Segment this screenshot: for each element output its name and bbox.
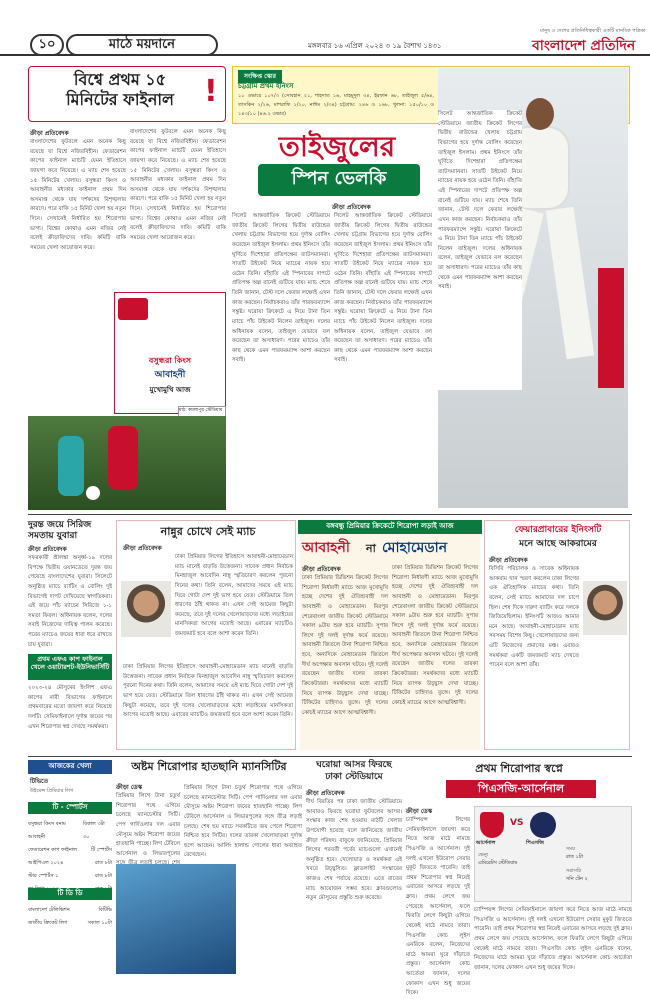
schedule-event: স্টার স্পোর্টস ১: [28, 873, 59, 879]
headline: অষ্টম শিরোপার হাতছানি ম্যানসিটির: [131, 760, 287, 773]
schedule-time: বিকাল ৩টা ৩০: [82, 821, 105, 840]
schedule-event: বসুন্ধরা কিংস বনাম আবাহনী: [28, 821, 66, 840]
article-body-col2: চ্যাম্পিয়ন্স লিগের সেমিফাইনালে জায়গা করে নিতে আজ মাঠে নামছে পিএসজি ও আর্সেনাল। দুই দলই এখনো ইউরোপ সেরার মুকুট জিততে পারেনি। তাই প্রথম শিরোপার স্বপ্ন নিয়েই এবারের আসরে লড়ছে দুই ক্লাব। প্রথম লেগে জয় পেয়েছে আর্সেনাল, ফলে ফিরতি লেগে কিছুটা এগিয়ে থেকেই মাঠে নামবে তারা। পিএসজি কোচ লুইস এনরিকে বলেন, নিজেদের মাঠে আমরা ঘুরে দাঁড়াতে প্রস্তুত। আর্সেনাল কোচ আর্তেতা জানান, দলের ফোকাস এখন শুধু জয়ের দিকে।: [474, 907, 632, 971]
headline: নান্নুর চোখে সেই ম্যাচ: [160, 525, 256, 538]
football-icon: [86, 486, 100, 500]
schedule-event: ফেডারেশন কাপ ফাইনাল: [28, 847, 77, 853]
bashundhara-logo: [118, 298, 148, 320]
article-body-cont: ঢাকা প্রিমিয়ার লিগের ইতিহাসে আবাহনী-মোহামেডান ম্যাচ মানেই বাড়তি উত্তেজনা। সাবেক প্রধান নির্বাচক মিনহাজুল আবেদিন নান্নু স্মৃতিচারণ করলেন পুরনো দিনের কথা। তিনি বলেন, আমাদের সময়ে এই ম্যাচ ঘিরে গোটা দেশ দুই ভাগ হয়ে যেত। স্টেডিয়ামে তিল ধারণের ঠাঁই থাকত না। এখন সেই আমেজ কিছুটা কমেছে, তবে দুই দলের খেলোয়াড়দের মধ্যে লড়াইয়ের মানসিকতা আগের মতোই আছে। এবারের ম্যাচটিও জমজমাট হবে বলে আশা করেন তিনি।: [123, 664, 293, 719]
headline-line2: পিএসজি-আর্সেনাল: [477, 782, 565, 795]
article-body: দীর্ঘ বিরতির পর ঢাকা জাতীয় স্টেডিয়ামে আবারও ফিরছে ঘরোয়া ফুটবলের আসর। সংস্কার কাজ শেষ হওয়ায় মাঠটি খেলার উপযোগী হয়েছে বলে জানিয়েছে জাতীয় ক্রীড়া পরিষদ। বাফুফে জানিয়েছে, প্রিমিয়ার লিগের পরবর্তী পর্বের ম্যাচগুলো এখানেই অনুষ্ঠিত হবে। খেলোয়াড় ও সমর্থকরা এই খবরে উচ্ছ্বসিত। ফ্লাডলাইট সংস্কারের কাজও শেষ পর্যায়ে রয়েছে। এতে রাতের ম্যাচ আয়োজন সম্ভব হবে। ক্লাবগুলোও নতুন মৌসুমের প্রস্তুতি শুরু করেছে।: [306, 799, 402, 902]
schedule-time: বিটিভি: [98, 907, 112, 913]
tv-guide-note: উইমেন্স প্রিমিয়ার লিগ: [30, 788, 74, 794]
divider: [28, 514, 632, 515]
schedule-row: [28, 904, 112, 917]
channel-header: টি ডি ডি: [57, 889, 83, 897]
story-akram: [484, 520, 630, 750]
tv-guide: [28, 760, 112, 974]
byline: ক্রীড়া প্রতিবেদক: [30, 130, 69, 137]
story-psg: [406, 760, 632, 997]
byline: ক্রীড়া প্রতিবেদক: [306, 790, 345, 797]
fixture-team1: বসুন্ধরা কিংস: [148, 356, 192, 365]
byline: ক্রীড়া প্রতিবেদক: [123, 545, 162, 552]
headline-line2: মিনিটের ফাইনাল: [66, 90, 174, 109]
story-fa-cup: [28, 654, 112, 750]
newspaper-logo: বাংলাদেশ প্রতিদিন: [532, 38, 636, 54]
byline: ক্রীড়া ডেস্ক: [406, 808, 433, 815]
scorecard-text: ১০ ওভারে ১০৭/৩ (সোবহান ২১, শাহদাত ১৬, মাহমুদুল ৩৪, ইরফান ৬৮, তাইজুল ৫/৬৪, তাসকিন ২/২৬, মাশরাফি ১/২০, নাঈম ২/৩৪) চট্টগ্রাম: ২৪৬ ও ১৬৮, খুলনা: ১৫০/১০ ও ১৪৩/১০ (৪৬.২ ওভার): [238, 93, 434, 117]
schedule-time: রাত ৮টা: [95, 860, 112, 866]
article-body-col2: সিলেট আন্তর্জাতিক ক্রিকেট স্টেডিয়ামে জাতীয় ক্রিকেট লিগের দ্বিতীয় রাউন্ডের খেলায় চট্টগ্রাম বিভাগের হয়ে দুর্দান্ত বোলিং করেছেন তাইজুল ইসলাম। প্রথম ইনিংসে তাঁর ঘূর্ণিতে দিশেহারা প্রতিপক্ষের ব্যাটসম্যানরা। সাতটি উইকেট নিয়ে ম্যাচের নায়ক হয়ে ওঠেন তিনি। বাঁহাতি এই স্পিনারের দাপটে প্রতিপক্ষ অল্প রানেই গুটিয়ে যায়। ম্যাচ শেষে তিনি জানান, টেস্ট দলে ফেরার লক্ষ্যেই এখন কাজ করছেন। নির্বাচকরাও তাঁর পারফরম্যান্সে সন্তুষ্ট। ঘরোয়া ক্রিকেটে এ নিয়ে টানা তিন ম্যাচে পাঁচ উইকেট নিলেন তাইজুল। দলের অধিনায়ক বলেন, তাইজুল যেভাবে বল করেছেন তা অসাধারণ। পরের ম্যাচেও তাঁর কাছ থেকে এমন পারফরম্যান্স আশা করছেন সবাই।: [334, 213, 432, 364]
headline-end: মোহামেডান: [382, 540, 448, 556]
schedule-event: জাতীয় ক্রিকেট লিগ: [28, 920, 68, 926]
badge-venue-label: ভেন্যু: [478, 852, 489, 858]
exclaim-mark: !: [204, 74, 218, 109]
headline: ঘরোয়া আসর ফিরছে: [316, 760, 392, 770]
article-body: সফরকারী শ্রীলঙ্কা অনূর্ধ্ব-১৯ দলের বিপক্ষে দ্বিতীয় ওয়ানডেতে দুরন্ত জয় পেয়েছে বাংলাদেশের যুবারা। সিলেটে অনুষ্ঠিত ম্যাচে ব্যাটিং ও বোলিং দুই বিভাগেই দাপট দেখিয়েছে স্বাগতিকরা। এই জয়ে পাঁচ ম্যাচের সিরিজে ১-১ সমতা ফিরল। অধিনায়ক বলেন, দলের সবাই নিজেদের দায়িত্ব পালন করেছে। পরের ম্যাচেও জয়ের ধারা ধরে রাখতে চায় যুবারা।: [28, 555, 112, 648]
article-body: ঢাকা প্রিমিয়ার লিগের ইতিহাসে আবাহনী-মোহামেডান ম্যাচ মানেই বাড়তি উত্তেজনা। সাবেক প্রধান নির্বাচক মিনহাজুল আবেদিন নান্নু স্মৃতিচারণ করলেন পুরনো দিনের কথা। তিনি বলেন, আমাদের সময়ে এই ম্যাচ ঘিরে গোটা দেশ দুই ভাগ হয়ে যেত। স্টেডিয়ামে তিল ধারণের ঠাঁই থাকত না। এখন সেই আমেজ কিছুটা কমেছে, তবে দুই দলের খেলোয়াড়দের মধ্যে লড়াইয়ের মানসিকতা আগের মতোই আছে। এবারের ম্যাচটিও জমজমাট হবে বলে আশা করেন তিনি।: [175, 554, 293, 637]
cricketer-leg: [546, 207, 595, 359]
section-title: মাঠে ময়দানে: [66, 34, 218, 56]
headline: বিশ্বে প্রথম ১৫: [73, 70, 167, 89]
player-figure: [58, 436, 84, 496]
headline-line2: স্পিন ভেলকি: [291, 168, 387, 189]
headline: দুরন্ত জয়ে সিরিজ সমতায় যুবারা: [28, 520, 92, 541]
badge-tv-label: সরাসরি: [566, 868, 581, 874]
nannu-photo: [121, 581, 171, 637]
badge-team2: পিএসজি: [526, 840, 544, 846]
article-body: বিসিবি পরিচালক ও সাবেক অধিনায়ক আকরাম খান স্মরণ করলেন ঢাকা লিগের এক ঐতিহাসিক ম্যাচের কথা। তিনি বলেন, সেই ম্যাচে আমাদের দল চাপে ছিল। শেষ দিকে দারুণ ব্যাটিং করে দলকে জিতিয়েছিলাম। ইনিংসটি আজও আমার মনে আছে। আবাহনী-মোহামেডান ম্যাচ সবসময় বিশেষ কিছু। খেলোয়াড়দের জন্য এটি নিজেদের প্রমাণের মঞ্চ। এবারও সমর্থকরা একটি জমজমাট ম্যাচ দেখতে পাবেন বলে আশা তাঁর।: [489, 566, 579, 669]
channel-header: টি - স্পোর্টস: [52, 803, 88, 811]
story-dhaka: [306, 760, 402, 974]
headline-line2: ঢাকা স্টেডিয়ামে: [325, 772, 383, 782]
schedule-row: [28, 857, 112, 870]
byline: ক্রীড়া প্রতিবেদক: [332, 204, 371, 211]
badge-venue: এমিরেটস স্টেডিয়াম: [478, 860, 518, 866]
headline: ফেয়ারপ্রাবারের ইনিংসটি: [514, 525, 602, 535]
headline-line2: মনে আছে আকরামের: [519, 539, 597, 549]
akram-photo: [583, 581, 627, 635]
article-body: বাংলাদেশের ফুটবলে এমন অনেক কিছু রয়েছে যা বিশ্বে নজিরবিহীন। ফেডারেশন কাপের ফাইনাল ম্যাচটি যেমন ইতিহাসে জায়গা করে নিয়েছে। এ ম্যাচ শেষ হয়েছে ১৫ মিনিটের খেলায়। বসুন্ধরা কিংস ও আবাহনীর মধ্যকার ফাইনাল প্রথম দিন অসমাপ্ত থেকে যায় দর্শকদের বিশৃঙ্খলার কারণে। পরে বাকি ১৫ মিনিট খেলা হয় নতুন দিনে। সেখানেই নির্ধারিত হয় শিরোপার ভাগ্য। বিশ্বের কোথাও এমন নজির নেই বলেই ক্রীড়াবিদদের দাবি। কমিটি বাকি সময়ের খেলা আয়োজন করে।: [30, 139, 126, 251]
page-number: ১০: [30, 34, 64, 56]
article-body: সিলেট আন্তর্জাতিক ক্রিকেট স্টেডিয়ামে জাতীয় ক্রিকেট লিগের দ্বিতীয় রাউন্ডের খেলায় চট্টগ্রাম বিভাগের হয়ে দুর্দান্ত বোলিং করেছেন তাইজুল ইসলাম। প্রথম ইনিংসে তাঁর ঘূর্ণিতে দিশেহারা প্রতিপক্ষের ব্যাটসম্যানরা। সাতটি উইকেট নিয়ে ম্যাচের নায়ক হয়ে ওঠেন তিনি। বাঁহাতি এই স্পিনারের দাপটে প্রতিপক্ষ অল্প রানেই গুটিয়ে যায়। ম্যাচ শেষে তিনি জানান, টেস্ট দলে ফেরার লক্ষ্যেই এখন কাজ করছেন। নির্বাচকরাও তাঁর পারফরম্যান্সে সন্তুষ্ট। ঘরোয়া ক্রিকেটে এ নিয়ে টানা তিন ম্যাচে পাঁচ উইকেট নিলেন তাইজুল। দলের অধিনায়ক বলেন, তাইজুল যেভাবে বল করেছেন তা অসাধারণ। পরের ম্যাচেও তাঁর কাছ থেকে এমন পারফরম্যান্স আশা করছেন সবাই।: [232, 213, 330, 364]
arsenal-logo-icon: [480, 812, 504, 838]
mancity-photo: [116, 864, 236, 974]
badge-vs: VS: [510, 818, 524, 828]
schedule-row: [28, 844, 112, 857]
article-body-col2: বাংলাদেশের ফুটবলে এমন অনেক কিছু রয়েছে যা বিশ্বে নজিরবিহীন। ফেডারেশন কাপের ফাইনাল ম্যাচটি যেমন ইতিহাসে জায়গা করে নিয়েছে। এ ম্যাচ শেষ হয়েছে ১৫ মিনিটের খেলায়। বসুন্ধরা কিংস ও আবাহনীর মধ্যকার ফাইনাল প্রথম দিন অসমাপ্ত থেকে যায় দর্শকদের বিশৃঙ্খলার কারণে। পরে বাকি ১৫ মিনিট খেলা হয় নতুন দিনে। সেখানেই নির্ধারিত হয় শিরোপার ভাগ্য। বিশ্বের কোথাও এমন নজির নেই বলেই ক্রীড়াবিদদের দাবি। কমিটি বাকি সময়ের খেলা আয়োজন করে।: [130, 129, 226, 241]
schedule-time: টি স্পোর্টস: [91, 847, 112, 853]
player-figure: [108, 426, 138, 490]
byline: ক্রীড়া ডেস্ক: [116, 784, 143, 791]
byline: ক্রীড়া প্রতিবেদক: [489, 557, 528, 564]
story-nannu: [116, 520, 296, 750]
article-body: চ্যাম্পিয়ন্স লিগের সেমিফাইনালে জায়গা করে নিতে আজ মাঠে নামছে পিএসজি ও আর্সেনাল। দুই দলই এখনো ইউরোপ সেরার মুকুট জিততে পারেনি। তাই প্রথম শিরোপার স্বপ্ন নিয়েই এবারের আসরে লড়ছে দুই ক্লাব। প্রথম লেগে জয় পেয়েছে আর্সেনাল, ফলে ফিরতি লেগে কিছুটা এগিয়ে থেকেই মাঠে নামবে তারা। পিএসজি কোচ লুইস এনরিকে বলেন, নিজেদের মাঠে আমরা ঘুরে দাঁড়াতে প্রস্তুত। আর্সেনাল কোচ আর্তেতা জানান, দলের ফোকাস এখন শুধু জয়ের দিকে।: [406, 817, 470, 997]
article-body-col2: ঢাকা প্রিমিয়ার ডিভিশন ক্রিকেট লিগের শিরোপা নির্ধারণী ম্যাচে আজ মুখোমুখি হচ্ছে দেশের দুই ঐতিহ্যবাহী দল আবাহনী ও মোহামেডান। মিরপুর শেরেবাংলা জাতীয় ক্রিকেট স্টেডিয়ামে সকাল ৯টায় শুরু হবে ম্যাচটি। সুপার লিগে দুই দলই দুর্দান্ত ফর্মে রয়েছে। আবাহনী জিতলে টানা শিরোপা নিশ্চিত হবে, অন্যদিকে মোহামেডান জিতলে দীর্ঘ অপেক্ষার অবসান ঘটবে। দুই দলেই রয়েছেন জাতীয় দলের তারকা ক্রিকেটাররা। সমর্থকদের মধ্যে ম্যাচটি নিয়ে ব্যাপক উচ্ছ্বাস দেখা যাচ্ছে। টিকিটের চাহিদাও তুঙ্গে। দুই দলের কোচই ম্যাচের আগে আত্মবিশ্বাসী।: [392, 565, 478, 706]
fixture-date: মুখোমুখি আজ: [149, 386, 191, 394]
cricketer-head: [526, 98, 554, 130]
schedule-row: [28, 870, 112, 883]
kicker: বঙ্গবন্ধু প্রিমিয়ার ক্রিকেটে শিরোপা লড়াই আজ: [326, 522, 454, 530]
badge-tv: সনি টেন ২: [566, 876, 588, 882]
tv-guide-title: আজকের খেলা: [48, 762, 92, 770]
article-body-col3: সিলেট আন্তর্জাতিক ক্রিকেট স্টেডিয়ামে জাতীয় ক্রিকেট লিগের দ্বিতীয় রাউন্ডের খেলায় চট্টগ্রাম বিভাগের হয়ে দুর্দান্ত বোলিং করেছেন তাইজুল ইসলাম। প্রথম ইনিংসে তাঁর ঘূর্ণিতে দিশেহারা প্রতিপক্ষের ব্যাটসম্যানরা। সাতটি উইকেট নিয়ে ম্যাচের নায়ক হয়ে ওঠেন তিনি। বাঁহাতি এই স্পিনারের দাপটে প্রতিপক্ষ অল্প রানেই গুটিয়ে যায়। ম্যাচ শেষে তিনি জানান, টেস্ট দলে ফেরার লক্ষ্যেই এখন কাজ করছেন। নির্বাচকরাও তাঁর পারফরম্যান্সে সন্তুষ্ট। ঘরোয়া ক্রিকেটে এ নিয়ে টানা তিন ম্যাচে পাঁচ উইকেট নিলেন তাইজুল। দলের অধিনায়ক বলেন, তাইজুল যেভাবে বল করেছেন তা অসাধারণ। পরের ম্যাচেও তাঁর কাছ থেকে এমন পারফরম্যান্স আশা করছেন সবাই।: [438, 110, 522, 390]
schedule-time: রাত ৮টা: [95, 873, 112, 879]
byline: ক্রীড়া প্রতিবেদক: [302, 566, 341, 573]
divider: [28, 756, 632, 757]
badge-time-label: সময়: [566, 846, 576, 852]
article-body-col2: প্রিমিয়ার লিগে টানা চতুর্থ শিরোপার পথে এগিয়ে চলেছে ম্যানচেস্টার সিটি। পেপ গার্দিওলার দল এবার মৌসুমে অষ্টম শিরোপা জয়ের হাতছানি পাচ্ছে। লিগ টেবিলে আর্সেনাল ও লিভারপুলের সঙ্গে তীব্র লড়াই চলছে। শেষ ছয় ম্যাচে সবকটিতে জয় পেলে শিরোপা নিশ্চিত হবে সিটির। দলের তারকা খেলোয়াড়রা দুর্দান্ত ছন্দে আছেন। আর্লিং হালান্ড গোলের ধারা অব্যাহত রেখেছেন।: [184, 785, 302, 859]
headline: প্রথম এফএ কাপ ফাইনাল খেলে ওয়াটারশট-ইউনিভার্সিটি: [30, 655, 110, 671]
article-body: ঢাকা প্রিমিয়ার ডিভিশন ক্রিকেট লিগের শিরোপা নির্ধারণী ম্যাচে আজ মুখোমুখি হচ্ছে দেশের দুই ঐতিহ্যবাহী দল আবাহনী ও মোহামেডান। মিরপুর শেরেবাংলা জাতীয় ক্রিকেট স্টেডিয়ামে সকাল ৯টায় শুরু হবে ম্যাচটি। সুপার লিগে দুই দলই দুর্দান্ত ফর্মে রয়েছে। আবাহনী জিতলে টানা শিরোপা নিশ্চিত হবে, অন্যদিকে মোহামেডান জিতলে দীর্ঘ অপেক্ষার অবসান ঘটবে। দুই দলেই রয়েছেন জাতীয় দলের তারকা ক্রিকেটাররা। সমর্থকদের মধ্যে ম্যাচটি নিয়ে ব্যাপক উচ্ছ্বাস দেখা যাচ্ছে। টিকিটের চাহিদাও তুঙ্গে। দুই দলের কোচই ম্যাচের আগে আত্মবিশ্বাসী।: [302, 575, 388, 716]
tv-guide-subtitle: টিভিতে: [30, 778, 49, 785]
headline: আবাহনী: [302, 540, 350, 556]
schedule-list: [28, 818, 112, 896]
schedule-row: [28, 917, 112, 930]
advertising-board: [598, 268, 624, 388]
article-body: ২০২৩-২৪ মৌসুমের ইংলিশ এফএ কাপের নারী বিভাগের ফাইনালে প্রথমবারের মতো জায়গা করে নিয়েছে দলটি। সেমিফাইনালে দুর্দান্ত জয়ের পর এখন শিরোপার স্বপ্ন দেখছে সমর্থকরা।: [28, 685, 112, 730]
story-mancity: [116, 760, 302, 974]
schedule-row: [28, 818, 112, 844]
schedule-list: [28, 904, 112, 930]
headline: তাইজুলের: [278, 130, 396, 163]
schedule-event: আইপিএল ২০২৪: [28, 860, 64, 866]
logo-tagline: মানুষ ও দেশের প্রতিনিধিত্বকারী একটি মানবিক পত্রিকা: [540, 28, 646, 34]
headline-mid: না: [366, 542, 376, 555]
badge-team1: আর্সেনাল: [476, 840, 496, 846]
fixture-venue: মাঠ: কমলাপুর স্টেডিয়াম: [178, 406, 226, 420]
byline: ক্রীড়া প্রতিবেদক: [28, 546, 67, 553]
football-photo: [28, 416, 226, 510]
dateline: মঙ্গলবার ১৬ এপ্রিল ২০২৪ ৩ ১৯ বৈশাখ ১৪৩১: [308, 42, 442, 50]
fixture-team2: আবাহনী: [154, 370, 186, 380]
article-body: প্রিমিয়ার লিগে টানা চতুর্থ শিরোপার পথে এগিয়ে চলেছে ম্যানচেস্টার সিটি। পেপ গার্দিওলার দল এবার মৌসুমে অষ্টম শিরোপা জয়ের হাতছানি পাচ্ছে। লিগ টেবিলে আর্সেনাল ও লিভারপুলের: [116, 793, 180, 857]
scorecard-title: চট্টগ্রাম প্রথম ইনিংস: [238, 82, 294, 90]
schedule-time: সকাল ১০টা: [87, 920, 112, 926]
headline: প্রথম শিরোপার স্বপ্নে: [475, 762, 563, 775]
story-abahani: [300, 520, 480, 750]
badge-time: রাত ১টা: [566, 854, 583, 860]
schedule-event: বাংলাদেশ টেলিভিশন: [28, 907, 70, 913]
story-final: [28, 66, 226, 510]
psg-logo-icon: [530, 812, 556, 838]
story-taijul: [232, 66, 630, 510]
scorecard-label: সংক্ষিপ্ত স্কোর: [238, 70, 282, 83]
